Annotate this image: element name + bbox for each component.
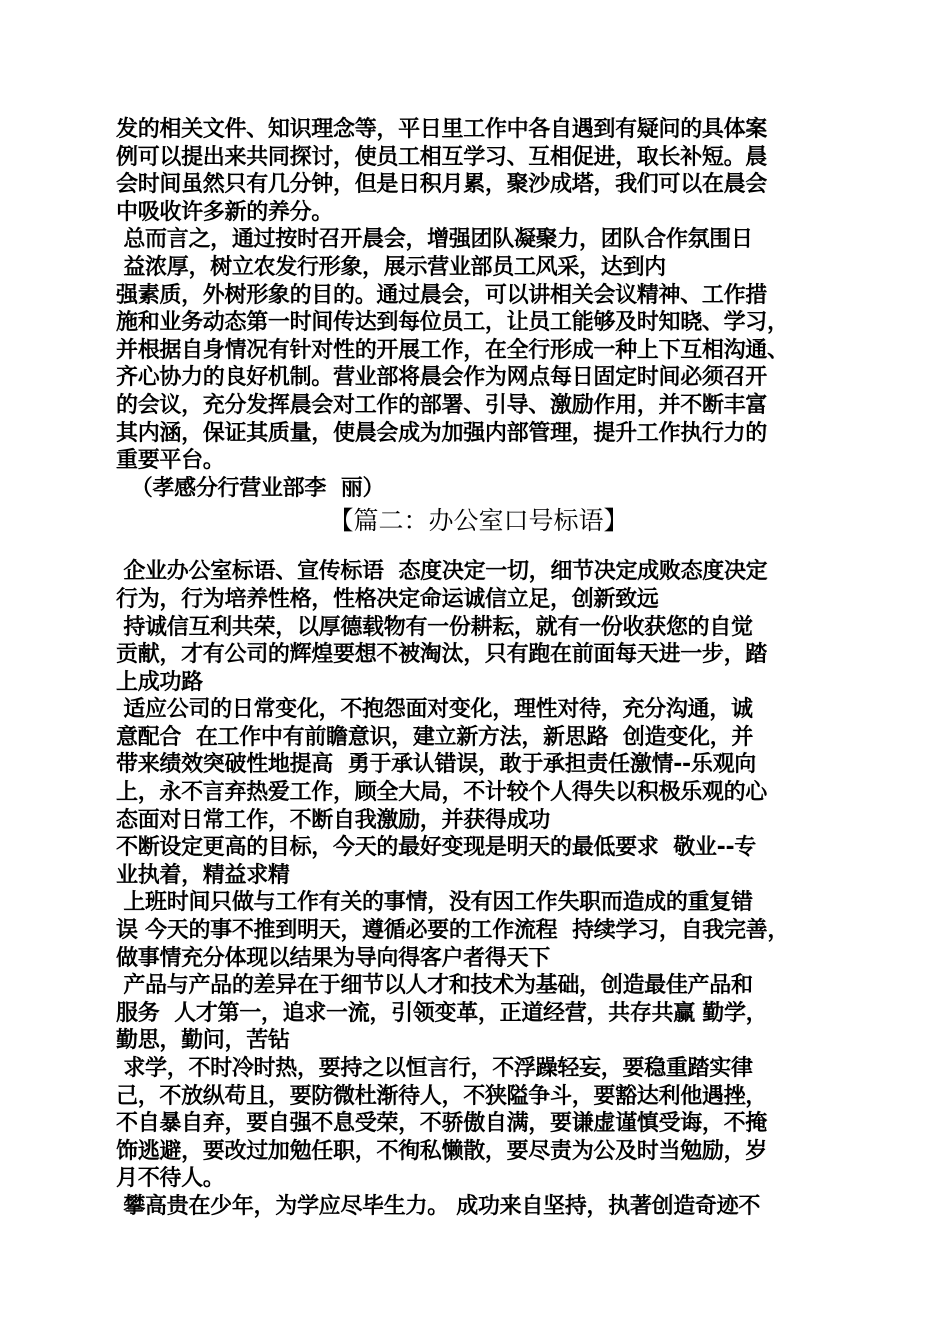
- text-line: 重要平台。: [116, 448, 225, 474]
- text-line: 不断设定更高的目标，今天的最好变现是明天的最低要求 敬业--专: [116, 835, 756, 861]
- text-line: 带来绩效突破性地提高 勇于承认错误，敢于承担责任激情--乐观向: [116, 752, 756, 778]
- text-line: 服务 人才第一，追求一流，引领变革，正道经营，共存共赢 勤学，: [116, 1000, 768, 1026]
- text-line: 企业办公室标语、宣传标语 态度决定一切，细节决定成败态度决定: [116, 559, 768, 585]
- text-line: 不自暴自弃，要自强不息受荣，不骄傲自满，要谦虚谨慎受诲，不掩: [116, 1111, 768, 1137]
- text-line: 持诚信互利共荣，以厚德载物有一份耕耘，就有一份收获您的自觉: [116, 614, 753, 640]
- text-line: 强素质，外树形象的目的。通过晨会，可以讲相关会议精神、工作措: [116, 282, 768, 308]
- section-office-slogans: [116, 558, 841, 1220]
- text-line: 意配合 在工作中有前瞻意识，建立新方法，新思路 创造变化，并: [116, 724, 754, 750]
- text-line: 上成功路: [116, 669, 203, 695]
- text-line: 上班时间只做与工作有关的事情，没有因工作失职而造成的重复错: [116, 890, 753, 916]
- text-line: 会时间虽然只有几分钟，但是日积月累，聚沙成塔，我们可以在晨会: [116, 172, 768, 198]
- text-line: 行为，行为培养性格，性格决定命运诚信立足，创新致远: [116, 586, 659, 612]
- text-line: 勤思，勤问，苦钻: [116, 1028, 290, 1054]
- text-line: 益浓厚，树立农发行形象，展示营业部员工风采，达到内: [116, 254, 666, 280]
- text-line: 上，永不言弃热爱工作，顾全大局，不计较个人得失以积极乐观的心: [116, 780, 768, 806]
- text-line: 总而言之，通过按时召开晨会，增强团队凝聚力，团队合作氛围日: [116, 227, 753, 253]
- text-line: 己，不放纵苟且，要防微杜渐待人，不狭隘争斗，要豁达利他遇挫，: [116, 1083, 768, 1109]
- text-line: 例可以提出来共同探讨，使员工相互学习、互相促进，取长补短。晨: [116, 144, 768, 170]
- text-line: 施和业务动态第一时间传达到每位员工，让员工能够及时知晓、学习，: [116, 310, 789, 336]
- text-line: 贡献，才有公司的辉煌要想不被淘汰，只有跑在前面每天进一步，踏: [116, 642, 768, 668]
- text-line: 其内涵，保证其质量，使晨会成为加强内部管理，提升工作执行力的: [116, 420, 768, 446]
- section-heading: 【篇二：办公室口号标语】: [328, 506, 629, 536]
- text-line: 并根据自身情况有针对性的开展工作，在全行形成一种上下互相沟通、: [116, 337, 789, 363]
- text-line: 攀高贵在少年，为学应尽毕生力。 成功来自坚持，执著创造奇迹不: [116, 1193, 761, 1219]
- text-line: 态面对日常工作，不断自我激励，并获得成功: [116, 807, 551, 833]
- text-line: 齐心协力的良好机制。营业部将晨会作为网点每日固定时间必须召开: [116, 365, 768, 391]
- text-line: 的会议，充分发挥晨会对工作的部署、引导、激励作用，并不断丰富: [116, 392, 768, 418]
- text-line: 月不待人。: [116, 1166, 225, 1192]
- section-morning-meeting: [116, 116, 841, 502]
- text-line: 误 今天的事不推到明天，遵循必要的工作流程 持续学习，自我完善，: [116, 918, 790, 944]
- text-line: 业执着，精益求精: [116, 862, 290, 888]
- document-body: [116, 116, 841, 1221]
- text-line: 求学，不时冷时热，要持之以恒言行，不浮躁轻妄，要稳重踏实律: [116, 1056, 753, 1081]
- text-line: 饰逃避，要改过加勉任职，不徇私懒散，要尽责为公及时当勉励，岁: [116, 1138, 768, 1164]
- text-line: 产品与产品的差异在于细节以人才和技术为基础，创造最佳产品和: [116, 973, 753, 999]
- text-line: 适应公司的日常变化，不抱怨面对变化，理性对待，充分沟通，诚: [116, 697, 753, 723]
- text-line: 发的相关文件、知识理念等，平日里工作中各自遇到有疑问的具体案: [116, 117, 768, 142]
- text-line: （孝感分行营业部李 丽）: [116, 475, 385, 501]
- text-line: 中吸收许多新的养分。: [116, 199, 334, 225]
- text-line: 做事情充分体现以结果为导向得客户者得天下: [116, 945, 551, 971]
